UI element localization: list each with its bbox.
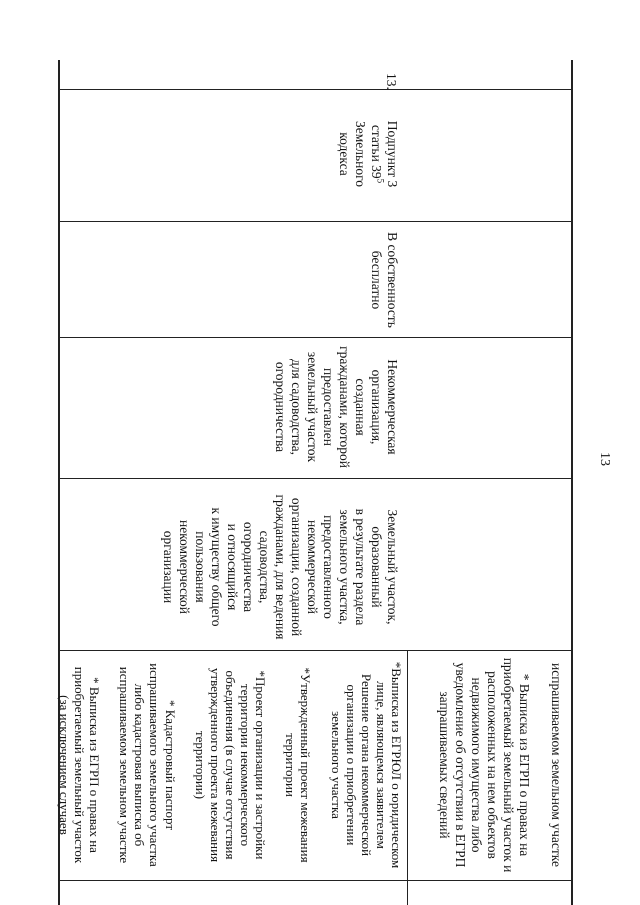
- applicant-cell: [272, 340, 400, 474]
- documents-line: территории некоммерческого: [238, 683, 254, 847]
- documents-line: расположенных на нем объектов: [485, 671, 500, 859]
- applicant-line: для садоводства,: [289, 359, 304, 455]
- table-column-divider-4: [58, 650, 571, 651]
- basis-article: статьи 39: [369, 124, 384, 179]
- right-type-line: бесплатно: [369, 250, 384, 310]
- applicant-line: огородничества: [273, 361, 288, 453]
- right-type-cell: [368, 226, 400, 334]
- basis-superscript: 5: [375, 178, 386, 184]
- documents-line: приобретаемый земельный участок и: [501, 657, 516, 873]
- documents-line: территории: [283, 733, 299, 797]
- documents-line: [313, 654, 328, 876]
- documents-line: лице, являющемся заявителем: [373, 681, 389, 849]
- documents-line: [532, 655, 548, 875]
- table-border-right: [571, 60, 573, 905]
- table-column-divider-1: [58, 221, 571, 222]
- land-plot-line: и относящийся: [225, 523, 240, 611]
- table-row-divider: [58, 89, 571, 90]
- basis-line: кодекса: [337, 132, 352, 176]
- row-number-text: 13.: [384, 73, 399, 90]
- documents-line: уведомление об отсутствии в ЕГРП: [453, 662, 468, 868]
- right-type-line: В собственность: [385, 232, 400, 328]
- land-plot-cell: [160, 486, 400, 648]
- documents-line: объединения (в случае отсутствия: [222, 670, 238, 860]
- documents-line: [102, 654, 117, 876]
- land-plot-line: некоммерческой: [177, 519, 192, 615]
- land-plot-line: Земельный участок,: [385, 509, 400, 625]
- land-plot-line: к имуществу общего: [209, 507, 224, 627]
- land-plot-line: организации: [161, 530, 176, 604]
- documents-continuation-cell: [436, 655, 564, 875]
- land-plot-line: образованный: [369, 526, 384, 608]
- documents-line: [268, 654, 283, 876]
- documents-line: *Выписка из ЕГРЮЛ о юридическом: [389, 661, 404, 869]
- page-number-text: 13: [597, 452, 612, 466]
- land-plot-line: организации, созданной: [289, 497, 304, 637]
- documents-line: *Проект организации и застройки: [253, 670, 269, 860]
- documents-line: испрашиваемого земельного участка: [147, 663, 163, 867]
- documents-line: * Выписка из ЕГРП о правах на: [517, 673, 532, 857]
- documents-line: организации о приобретении: [343, 684, 359, 846]
- land-plot-line: гражданами, для ведения: [273, 494, 288, 640]
- documents-line: * Выписка из ЕГРП о правах на: [87, 677, 103, 853]
- land-plot-line: некоммерческой: [305, 519, 320, 615]
- documents-line: Решение органа некоммерческой: [358, 673, 374, 857]
- basis-cell: [336, 94, 400, 214]
- basis-line: Подпункт 3: [385, 120, 400, 188]
- documents-line: испрашиваемом земельном участке: [117, 666, 133, 864]
- applicant-line: организация,: [369, 369, 384, 445]
- documents-line: территории): [192, 730, 208, 800]
- land-plot-line: предоставленного: [321, 515, 336, 619]
- land-plot-line: пользования: [193, 531, 208, 603]
- applicant-line: предоставлен: [321, 368, 336, 446]
- page-number: [596, 452, 612, 466]
- documents-line: (за исключением случаев: [56, 695, 72, 835]
- applicant-line: гражданами, которой: [337, 346, 352, 468]
- table-column-divider-2: [58, 337, 571, 338]
- applicant-line: земельный участок: [305, 351, 320, 463]
- applicant-line: созданная: [353, 378, 368, 436]
- basis-line: Земельного: [353, 120, 368, 188]
- row-number: [383, 73, 399, 90]
- table-column-divider-3: [58, 478, 571, 479]
- land-plot-line: земельного участка,: [337, 509, 352, 625]
- documents-line: запрашиваемых сведений: [437, 691, 452, 839]
- applicant-line: Некоммерческая: [385, 359, 400, 455]
- documents-line: [178, 654, 193, 876]
- documents-cell: [57, 654, 404, 876]
- basis-line-with-superscript: [368, 94, 384, 214]
- documents-line: *Утвержденный проект межевания: [298, 667, 314, 863]
- documents-line: недвижимого имущества либо: [469, 677, 484, 853]
- documents-line: приобретаемый земельный участок: [72, 666, 88, 864]
- table-column-divider-5: [58, 880, 571, 881]
- documents-line: испрашиваемом земельном участке: [549, 663, 564, 867]
- land-plot-line: в результате раздела: [353, 508, 368, 626]
- table-inner-divider: [407, 650, 408, 905]
- documents-line: утвержденного проекта межевания: [207, 667, 223, 863]
- land-plot-line: садоводства,: [257, 530, 272, 604]
- documents-line: земельного участка: [328, 711, 344, 819]
- documents-line: либо кадастровая выписка об: [132, 683, 148, 847]
- land-plot-line: огородничества: [241, 521, 256, 613]
- documents-line: * Кадастровый паспорт: [162, 699, 178, 831]
